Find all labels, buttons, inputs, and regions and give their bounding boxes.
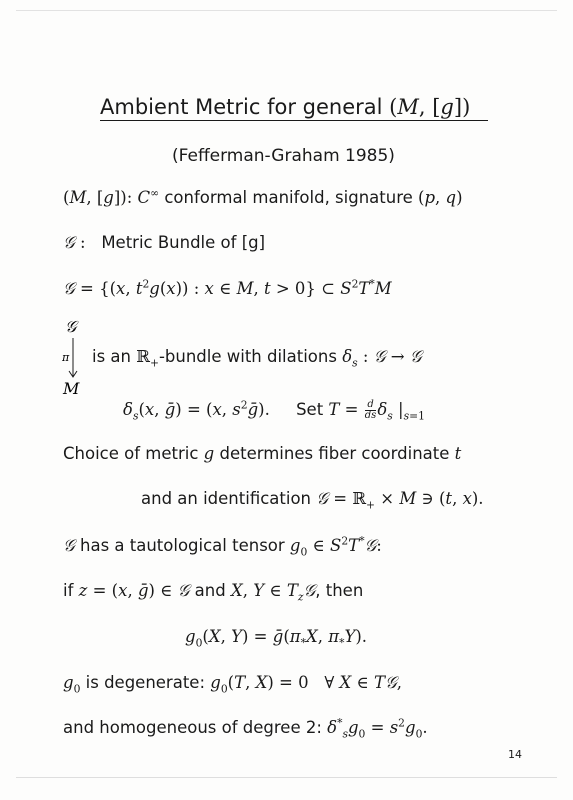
title-underline	[100, 120, 488, 121]
choice-line: Choice of metric g determines fiber coordinate t	[63, 444, 462, 463]
g0-formula: $g_0(X$, $Y) = ḡ(\pi_*X$, $\pi_*Y$).	[185, 627, 368, 650]
title-text: Ambient Metric for general	[100, 95, 383, 119]
bundle-text: Metric Bundle of [g]	[101, 233, 266, 252]
dilation-text: is an	[92, 347, 131, 366]
choice-text: Choice of metric	[63, 444, 199, 463]
subtitle: (Fefferman-Graham 1985)	[172, 146, 395, 166]
tautological-text: has a tautological tensor	[80, 536, 285, 555]
if-line: if z = (x, ḡ) ∈ 𝒢 and X, Y ∈ $T_z𝒢$, then	[63, 581, 364, 604]
dilation-formula: $\delta_s(x$, ḡ) = (x, $s^2ḡ$). Set T = $\frac{d}{ds}$ $\delta_s$ $|_{s=1}$	[123, 398, 425, 423]
tautological-line: 𝒢 has a tautological tensor $g_0$ ∈ $S^2T^*𝒢$:	[63, 534, 382, 559]
top-border	[16, 10, 557, 11]
dilation-line: is an ℝ$_+$-bundle with dilations $\delta_s$ : 𝒢 → 𝒢	[92, 347, 422, 370]
svg-text:M: M	[63, 379, 80, 398]
dilation-text2: -bundle with dilations	[158, 347, 337, 366]
slide-title: Ambient Metric for general (M, [g])	[100, 95, 471, 119]
set-T-text: Set	[296, 400, 324, 419]
bundle-definition: 𝒢 = {(x, $t^2g(x)$) : x ∈ M, t > 0} ⊂ $S^2T^*M$	[63, 277, 392, 298]
homogeneous-line: and homogeneous of degree 2: $\delta^*_sg_0 = s^2g_0$.	[63, 716, 428, 741]
choice-text2: determines fiber coordinate	[219, 444, 450, 463]
manifold-text: conformal manifold, signature	[164, 188, 413, 207]
identification-line: and an identification 𝒢 = ℝ$_+$ × M ∋ (t, x).	[141, 489, 484, 512]
svg-text:π: π	[62, 351, 70, 364]
svg-text:𝒢: 𝒢	[65, 318, 77, 336]
bottom-border	[16, 777, 557, 778]
projection-diagram	[62, 318, 88, 400]
homogeneous-text: and homogeneous of degree 2:	[63, 718, 322, 737]
degenerate-line: $g_0$ is degenerate: $g_0(T$, X) = 0 ∀ X ∈ T𝒢,	[63, 673, 403, 696]
if-text: if	[63, 581, 74, 600]
degenerate-text: is degenerate:	[85, 673, 205, 692]
if-then-text: , then	[315, 581, 364, 600]
page-number: 14	[508, 748, 522, 761]
manifold-line: (M, [g]): C∞ conformal manifold, signature (p, q)	[63, 186, 463, 207]
bundle-line: 𝒢 : Metric Bundle of [g]	[63, 233, 266, 252]
identification-text: and an identification	[141, 489, 312, 508]
if-and-text: and	[194, 581, 226, 600]
projection-arrow-icon	[62, 318, 88, 400]
